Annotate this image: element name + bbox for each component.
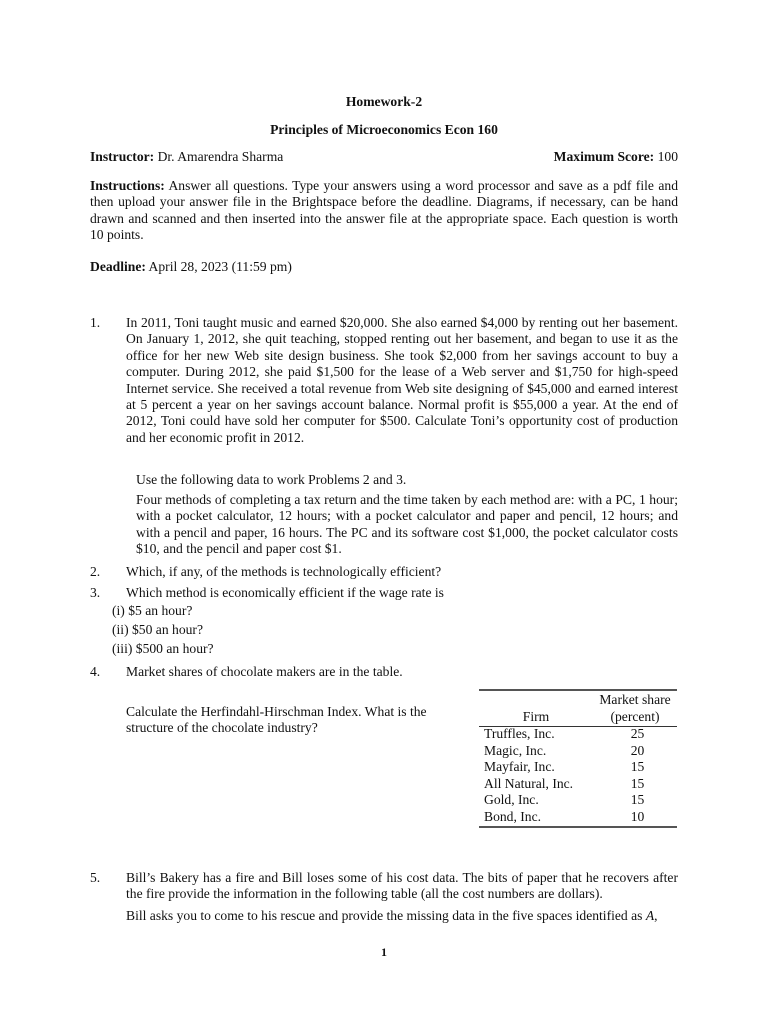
- instructor-name: Dr. Amarendra Sharma: [157, 149, 284, 164]
- instructions-text: Answer all questions. Type your answers using a word processor and save as a pdf file and then upload your answer file in the Brightspace before the deadline. Diagrams, if necessary, can be hand drawn and scanned and then inserted into the answer file at the appropriate space. Each question is worth 10 points.: [90, 178, 678, 243]
- question-5-variable: A: [645, 908, 655, 923]
- table-header-share-line2: (percent): [610, 708, 660, 724]
- question-1-number: 1.: [90, 315, 101, 330]
- table-cell-share: 15: [630, 775, 645, 791]
- table-top-rule: [479, 689, 677, 691]
- question-4-prompt: Calculate the Herfindahl-Hirschman Index. What is the structure of the chocolate industry?: [126, 704, 427, 736]
- question-3-item: (ii) $50 an hour?: [112, 622, 203, 637]
- table-cell-firm: Bond, Inc.: [484, 808, 542, 824]
- question-1-text: In 2011, Toni taught music and earned $20,000. She also earned $4,000 by renting out her basement. On January 1, 2012, she quit teaching, stopped renting out her basement, and began to use it as the office for her new Web site design business. She took $2,000 from her savings account to buy a computer. During 2012, she paid $1,500 for the lease of a Web server and $1,750 for high-speed Internet service. She received a total revenue from Web site designing of $45,000 and earned interest at 5 percent a year on her savings account balance. Normal profit is $55,000 a year. At the end of 2012, Toni could have sold her computer for $500. Calculate Toni’s opportunity cost of production and her economic profit in 2012.: [126, 315, 678, 445]
- table-cell-share: 20: [630, 742, 645, 758]
- data-intro: Use the following data to work Problems 2 and 3.: [136, 472, 407, 487]
- instructions-paragraph: [90, 178, 678, 244]
- course-title: Principles of Microeconomics Econ 160: [270, 122, 498, 137]
- question-5-followup: [126, 908, 686, 924]
- table-row: [479, 792, 677, 809]
- question-5-number: 5.: [90, 870, 101, 885]
- data-text: Four methods of completing a tax return and the time taken by each method are: with a PC, 1 hour; with a pocket calculator, 12 hours; with a pocket calculator and paper and pencil, 12 hours; and with a pencil and paper, 16 hours. The PC and its software cost $1,000, the pocket calculator costs $10, and the pencil and paper cost $1.: [136, 492, 678, 557]
- table-row: [479, 743, 677, 760]
- max-score-value: 100: [657, 149, 678, 164]
- instructions-label: Instructions:: [90, 178, 165, 193]
- table-cell-share: 15: [630, 759, 645, 775]
- market-share-table: [479, 692, 677, 725]
- max-score-line: [554, 149, 678, 165]
- question-3-item: (i) $5 an hour?: [112, 603, 193, 618]
- table-cell-firm: Magic, Inc.: [484, 742, 547, 758]
- table-row: [479, 726, 677, 743]
- question-5-followup-text: Bill asks you to come to his rescue and provide the missing data in the five spaces identified as: [126, 908, 646, 923]
- deadline-line: [90, 259, 292, 275]
- table-cell-firm: Mayfair, Inc.: [484, 759, 555, 775]
- table-header-firm: Firm: [522, 708, 550, 724]
- max-score-label: Maximum Score:: [553, 149, 655, 164]
- question-5-text: Bill’s Bakery has a fire and Bill loses some of his cost data. The bits of paper that he recovers after the fire provide the information in the following table (all the cost numbers are dollars).: [126, 870, 678, 902]
- instructor-line: [90, 149, 283, 165]
- question-4-text: Market shares of chocolate makers are in the table.: [126, 664, 403, 679]
- question-4-number: 4.: [90, 664, 101, 679]
- question-3-number: 3.: [90, 585, 101, 600]
- table-cell-firm: All Natural, Inc.: [484, 775, 574, 791]
- deadline-value: April 28, 2023 (11:59 pm): [148, 259, 292, 274]
- table-cell-share: 25: [630, 726, 645, 741]
- question-3-text: Which method is economically efficient if the wage rate is: [126, 585, 444, 600]
- table-header-share: [593, 692, 677, 725]
- market-share-table-body: [479, 726, 677, 826]
- page-number: 1: [381, 945, 387, 959]
- question-2-text: Which, if any, of the methods is technologically efficient?: [126, 564, 442, 579]
- table-row: [479, 776, 677, 793]
- table-row: [479, 759, 677, 776]
- question-2-number: 2.: [90, 564, 101, 579]
- table-cell-firm: Gold, Inc.: [484, 792, 539, 808]
- deadline-label: Deadline:: [90, 259, 146, 274]
- question-3-item: (iii) $500 an hour?: [112, 641, 214, 656]
- table-row: [479, 809, 677, 826]
- table-cell-share: 10: [630, 808, 645, 824]
- document-title: Homework-2: [345, 94, 423, 109]
- question-5-followup-end: ,: [654, 908, 658, 923]
- table-bottom-rule: [479, 826, 677, 828]
- table-header-share-line1: Market share: [599, 692, 671, 707]
- table-cell-firm: Truffles, Inc.: [484, 726, 555, 741]
- table-cell-share: 15: [630, 792, 645, 808]
- instructor-label: Instructor:: [90, 149, 155, 164]
